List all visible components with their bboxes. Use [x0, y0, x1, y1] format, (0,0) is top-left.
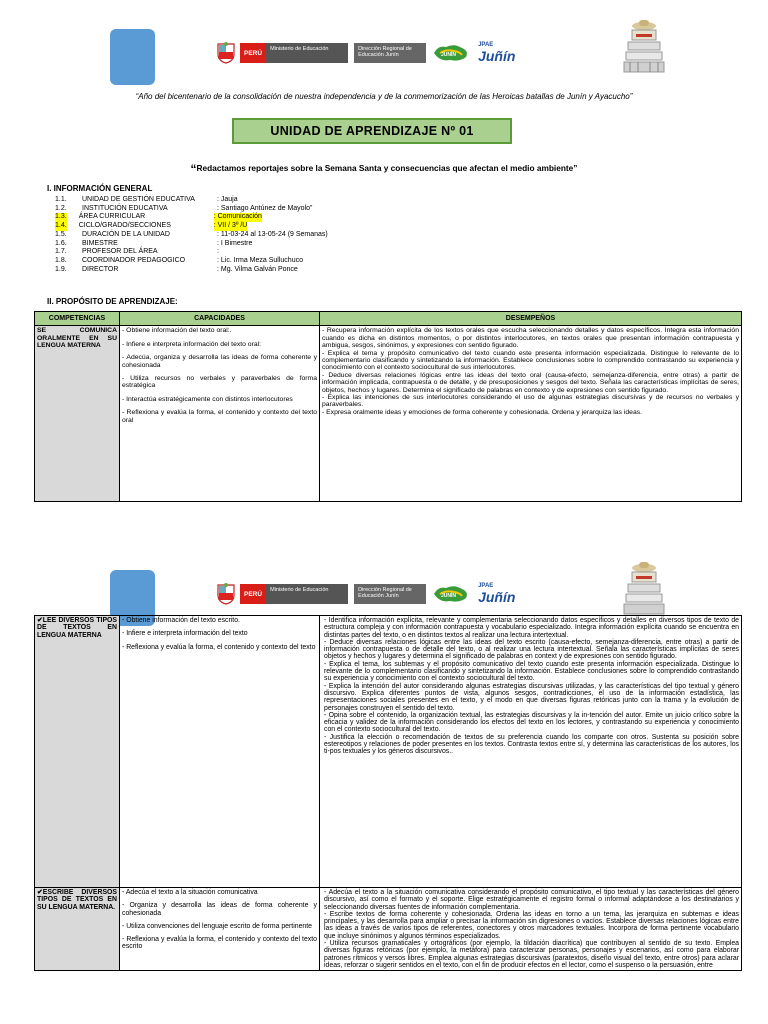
table-row [35, 888, 742, 971]
unit-subtitle: “Redactamos reportajes sobre la Semana Santa y consecuencias que afectan el medio ambiente” [190, 162, 578, 176]
competencia-cell: ✔ESCRIBE DIVERSOS TIPOS DE TEXTOS EN SU LENGUA MATERNA. [35, 888, 120, 971]
peru-label: PERÚ [240, 584, 266, 604]
capacidades-cell: - Obtiene información del texto oral:. - Infiere e interpreta información del texto oral: - Adecúa, organiza y desarrolla las ideas de forma coherente y cohesionada - Utiliza recursos no verbales y paraverbales de forma estratégica - Interactúa estratégicamente con distintos interlocutores - Reflexiona y evalúa la forma, el contenido y contexto del texto oral [120, 326, 320, 502]
institution-logos [216, 38, 515, 68]
header-competencias: COMPETENCIAS [35, 312, 120, 326]
direccion-label: Dirección Regional de Educación Junín [354, 43, 426, 63]
header-capacidades: CAPACIDADES [120, 312, 320, 326]
svg-text:JUNÍN: JUNÍN [441, 593, 457, 599]
info-row: 1.2. INSTITUCIÓN EDUCATIVA : Santiago Antúnez de Mayolo” [55, 204, 313, 212]
competencies-table-continued [34, 615, 742, 971]
monument-icon [622, 560, 666, 618]
capacidades-cell: - Adecúa el texto a la situación comunicativa - Organiza y desarrolla las ideas de forma coherente y cohesionada - Utiliza convenciones del lenguaje escrito de forma pertinente - Reflexiona y evalúa la forma, el contenido y contexto del texto escrito [120, 888, 320, 971]
peru-label: PERÚ [240, 43, 266, 63]
info-row: 1.1. UNIDAD DE GESTIÓN EDUCATIVA : Jauja [55, 196, 238, 203]
info-row: 1.3. ÁREA CURRICULAR : Comunicación [55, 213, 262, 221]
info-row: 1.5. DURACIÓN DE LA UNIDAD : 11-03-24 al 13-05-24 (9 Semanas) [55, 230, 328, 238]
capacidades-cell: - Obtiene información del texto escrito. - Infiere e interpreta información del texto - Reflexiona y evalúa la forma, el contenido y contexto del texto [120, 616, 320, 888]
peru-shield-icon [216, 583, 236, 605]
header-desempenos: DESEMPEÑOS [320, 312, 742, 326]
junin-map-icon [432, 584, 470, 604]
unit-title-box [232, 118, 512, 144]
monument-icon [622, 18, 666, 76]
svg-text:JUNÍN: JUNÍN [441, 52, 457, 58]
page-2 [0, 560, 768, 1024]
ministerio-label: Ministerio de Educación [266, 43, 348, 63]
unit-title: UNIDAD DE APRENDIZAJE Nº 01 [270, 124, 474, 138]
direccion-label: Dirección Regional de Educación Junín [354, 584, 426, 604]
competencia-cell: ✔LEE DIVERSOS TIPOS DE TEXTOS EN LENGUA MATERNA [35, 616, 120, 888]
section-general-info: I. INFORMACIÓN GENERAL [47, 184, 153, 193]
desempenos-cell: - Identifica información explícita, relevante y complementaria seleccionando datos específicos y detalles en diversos tipos de texto de estructura compleja y con información contrapuesta y vocabulario especializado. Integra información explícita cuando se encuentra en distintas partes del texto, o en distintos textos al realizar una lectura intertextual. - Deduce diversas relaciones lógicas entre las ideas del texto escrito (causa-efecto, semejanza-diferencia, entre otras) a partir de información contrapuesta o de detalle del texto, o al realizar una lectura intertextual. Señala las características implícitas de seres objetos y hechos y lugares y determina el significado de palabras en context y de expresiones con sentido figurado. - Explica el tema, los subtemas y el propósito comunicativo del texto cuando este presenta información especializada. Distingue lo relevante de lo complementario clasificando y sintetizando la información. Establece conclusiones sobre lo comprendido contrastando su experiencia y conocimiento con el contexto sociocultural del texto. - Explica la intención del autor considerando algunas estrategias discursivas utilizadas, y las características del tipo textual y género discursivo. Explica diferentes puntos de vista, algunos sesgos, contradicciones, el uso de la información estadística, las representaciones sociales presentes en el texto, y el modo en que diversas figuras retóricas junto con la trama y la evolución de personajes construyen el sentido del texto. - Opina sobre el contenido, la organización textual, las estrategias discursivas y la in-tención del autor. Emite un juicio crítico sobre la eficacia y validez de la información considerando los efectos del texto en los lectores, y contrastando su experiencia y conocimiento con el contexto sociocultural del texto. - Justifica la elección o recomendación de textos de su preferencia cuando los comparte con otros. Sustenta su posición sobre estereotipos y relaciones de poder presentes en los textos. Contrasta textos entre sí, y determina las características de los autores, los ti-pos textuales y los géneros discursivos.. [320, 616, 742, 888]
jpae-logo: JPAE Juñín [478, 583, 516, 605]
table-header-row [35, 312, 742, 326]
info-row: 1.9. DIRECTOR : Mg. Vilma Galván Ponce [55, 265, 298, 273]
table-row [35, 326, 742, 502]
competencia-cell: SE COMUNICA ORALMENTE EN SU LENGUA MATERNA [35, 326, 120, 502]
peru-shield-icon [216, 42, 236, 64]
info-row: 1.4. CICLO/GRADO/SECCIONES : VII / 3º /U [55, 222, 248, 230]
junin-map-icon [432, 43, 470, 63]
jpae-logo: JPAE Juñín [478, 42, 516, 64]
competencies-table [34, 311, 742, 502]
info-row: 1.6. BIMESTRE : I Bimestre [55, 239, 253, 247]
placeholder-logo [110, 29, 155, 85]
table-row [35, 616, 742, 888]
desempenos-cell: - Adecúa el texto a la situación comunicativa considerando el propósito comunicativo, el tipo textual y las características del género discursivo, así como el formato y el soporte. Elige estratégicamente el registro formal o informal adaptándose a los destinatarios y seleccionando diversas fuentes de información complementaria. - Escribe textos de forma coherente y cohesionada. Ordena las ideas en torno a un tema, las jerarquiza en subtemas e ideas principales, y las desarrolla para ampliar o precisar la información sin digresiones o vacíos. Establece diversas relaciones lógicas entre las ideas a través de varios tipos de referentes, conectores y otros marcadores textuales. Incorpora de forma pertinente vocabulario que incluye sinónimos y algunos términos especializados. - Utiliza recursos gramaticales y ortográficos (por ejemplo, la tildación diacrítica) que contribuyen al sentido de su texto. Emplea diversas figuras retóricas (por ejemplo, la metáfora) para caracterizar personas, personajes y escenarios, así como para elaborar patrones rítmicos y versos libres. Emplea algunas estrategias discursivas (paratextos, diseño visual del texto, entre otros) para aclarar ideas, reforzar o sugerir sentidos en el texto, con el fin de producir efectos en el lector, como el suspenso o la persuasión, entre [320, 888, 742, 971]
general-info-list [55, 196, 328, 274]
info-row: 1.7. PROFESOR DEL ÁREA : [55, 248, 219, 256]
desempenos-cell: - Recupera información explícita de los textos orales que escucha seleccionando detalles y datos específicos. Integra esta información cuando es dicha en distintos momentos, o por distintos interlocutores, en textos orales que presentan información contrapuesta y ambigua, sesgos, sinónimos, y expresiones con sentido figurado. - Explica el tema y propósito comunicativo del texto cuando este presenta información especializada. Distingue lo relevante de lo complementario clasificando y sintetizando la información. Establece conclusiones sobre lo comprendido contrastando su experiencia y conocimiento con el contexto sociocultural de sus interlocutores. - Deduce diversas relaciones lógicas entre las ideas del texto oral (causa-efecto, semejanza-diferencia, entre otras) a partir de información implicada, contrapuesta o de detalle, y de presuposiciones y sesgos del texto. Señala las características implícitas de seres, objetos, hechos y lugares. Determina el significado de palabras en contexto y de expresiones con sentido figurado. - Explica las intenciones de sus interlocutores considerando el uso de algunas estrategias discursivas y de recursos no verbales y paraverbales. - Expresa oralmente ideas y emociones de forma coherente y cohesionada. Ordena y jerarquiza las ideas. [320, 326, 742, 502]
info-row: 1.8. COORDINADOR PEDAGOGICO : Lic. Irma Meza Sulluchuco [55, 256, 303, 264]
institution-logos [216, 579, 515, 609]
ministerio-label: Ministerio de Educación [266, 584, 348, 604]
year-motto: “Año del bicentenario de la consolidación de nuestra independencia y de la conmemorización de las Heroicas batallas de Junín y Ayacucho” [135, 92, 633, 101]
section-purpose: II. PROPÓSITO DE APRENDIZAJE: [47, 297, 178, 306]
